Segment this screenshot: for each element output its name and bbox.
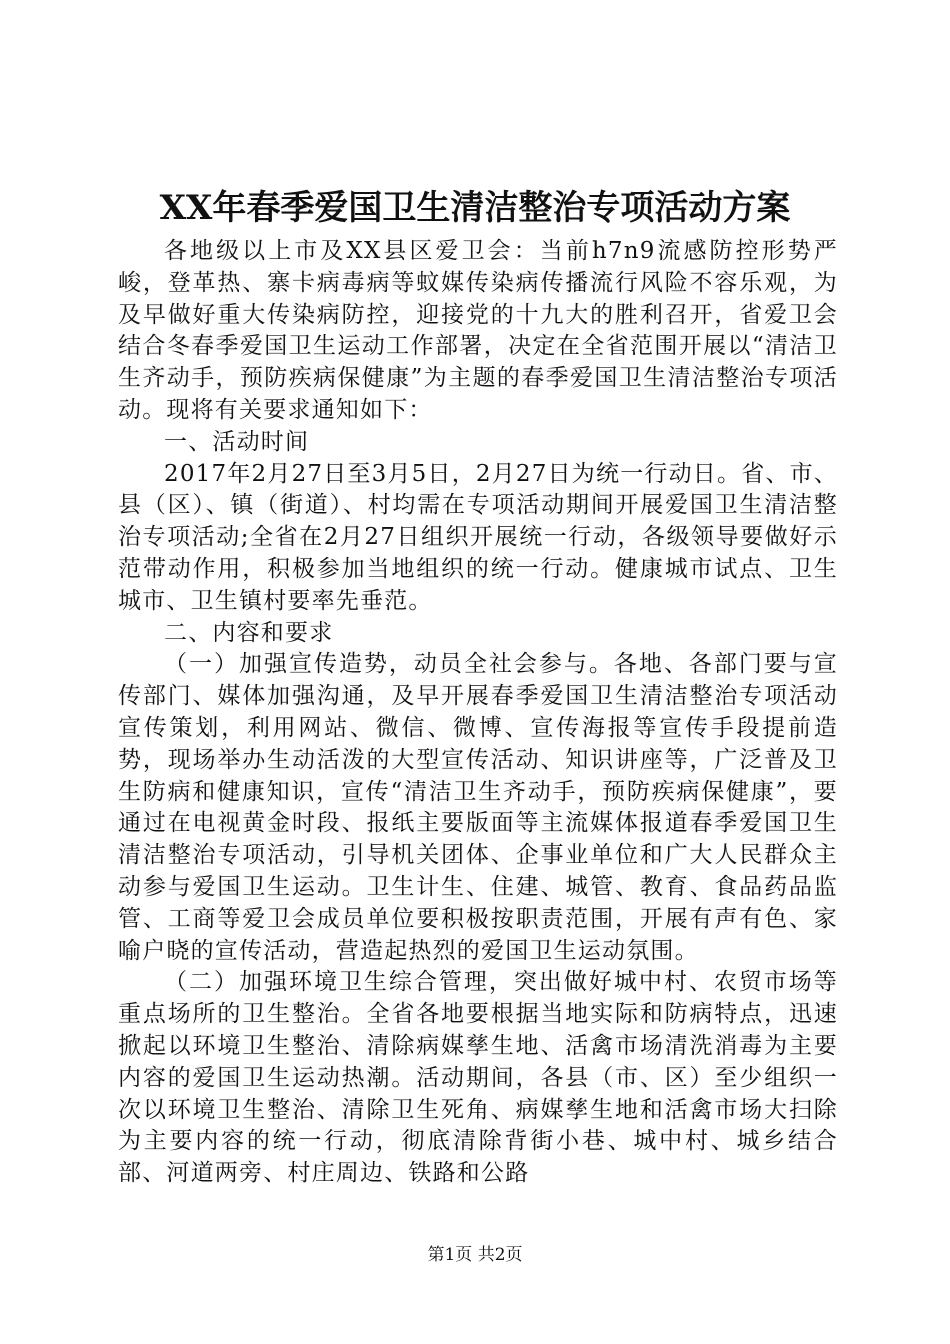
intro-paragraph: 各地级以上市及XX县区爱卫会：当前h7n9流感防控形势严峻，登革热、寨卡病毒病等蚊媒传染病传播流行风险不容乐观，为及早做好重大传染病防控，迎接党的十九大的胜利召开，省爱卫会结合冬春季爱国卫生运动工作部署，决定在全省范围开展以“清洁卫生齐动手，预防疾病保健康”为主题的春季爱国卫生清洁整治专项活动。现将有关要求通知如下： <box>118 238 838 423</box>
requirement-paragraph-1: （一）加强宣传造势，动员全社会参与。各地、各部门要与宣传部门、媒体加强沟通，及早开展春季爱国卫生清洁整治专项活动宣传策划，利用网站、微信、微博、宣传海报等宣传手段提前造势，现场举办生动活泼的大型宣传活动、知识讲座等，广泛普及卫生防病和健康知识，宣传“清洁卫生齐动手，预防疾病保健康”，要通过在电视黄金时段、报纸主要版面等主流媒体报道春季爱国卫生清洁整治专项活动，引导机关团体、企事业单位和广大人民群众主动参与爱国卫生运动。卫生计生、住建、城管、教育、食品药品监管、工商等爱卫会成员单位要积极按职责范围，开展有声有色、家喻户晓的宣传活动，营造起热烈的爱国卫生运动氛围。 <box>118 651 838 964</box>
page-footer: 第1页 共2页 <box>427 1245 523 1265</box>
section-heading-content-requirements: 二、内容和要求 <box>164 619 334 646</box>
section-heading-activity-time: 一、活动时间 <box>164 428 310 455</box>
activity-time-paragraph: 2017年2月27日至3月5日，2月27日为统一行动日。省、市、县（区）、镇（街道）、村均需在专项活动期间开展爱国卫生清洁整治专项活动;全省在2月27日组织开展统一行动，各级领导要做好示范带动作用，积极参加当地组织的统一行动。健康城市试点、卫生城市、卫生镇村要率先垂范。 <box>118 460 838 614</box>
document-title: XX年春季爱国卫生清洁整治专项活动方案 <box>159 188 791 228</box>
requirement-paragraph-2: （二）加强环境卫生综合管理，突出做好城中村、农贸市场等重点场所的卫生整治。全省各地要根据当地实际和防病特点，迅速掀起以环境卫生整治、清除病媒孳生地、活禽市场清洗消毒为主要内容的爱国卫生运动热潮。活动期间，各县（市、区）至少组织一次以环境卫生整治、清除卫生死角、病媒孳生地和活禽市场大扫除为主要内容的统一行动，彻底清除背街小巷、城中村、城乡结合部、河道两旁、村庄周边、铁路和公路 <box>118 969 838 1187</box>
document-body <box>118 236 838 1190</box>
